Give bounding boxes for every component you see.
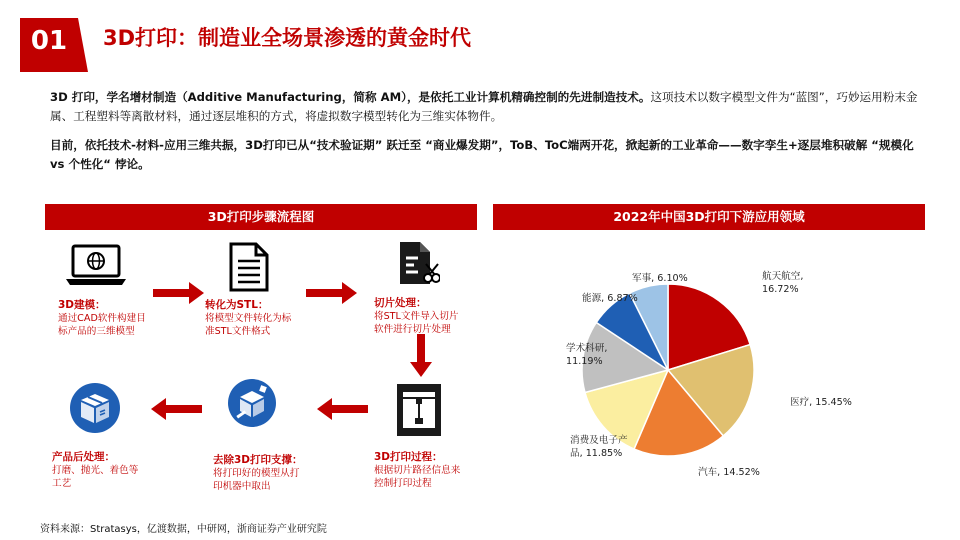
pie-label-text: 汽车, 14.52% <box>698 467 760 478</box>
step-desc: 将打印好的模型从打 <box>213 468 300 479</box>
step-desc: 将STL文件导入切片 <box>374 311 459 322</box>
document-icon <box>228 242 270 296</box>
section-number-badge <box>20 18 78 72</box>
pie-section-header: 2022年中国3D打印下游应用领域 <box>493 204 925 230</box>
pie-label-value: 品, 11.85% <box>570 448 623 459</box>
pie-label-consumer-electronics <box>570 434 628 460</box>
step-printing: 3D打印过程： 根据切片路径信息来 控制打印过程 <box>374 450 474 490</box>
step-convert-stl: 转化为STL： 将模型文件转化为标 准STL文件格式 <box>205 298 305 338</box>
step-desc: 准STL文件格式 <box>205 326 271 337</box>
step-title: 转化为STL <box>205 299 258 311</box>
pie-label-value: 11.19% <box>566 356 603 367</box>
pie-label-text: 医疗, 15.45% <box>790 397 852 408</box>
source-note: 资料来源：Stratasys，亿渡数据，中研网，浙商证券产业研究院 <box>40 524 327 535</box>
pie-label-research <box>566 342 607 368</box>
pie-label-text: 能源, 6.87% <box>582 293 638 304</box>
step-desc: 通过CAD软件构建目 <box>58 313 146 324</box>
step-title: 产品后处理 <box>52 451 105 463</box>
step-title: 3D打印过程 <box>374 451 433 463</box>
intro-p1-bold: 3D 打印，学名增材制造（Additive Manufacturing，简称 AM），是依托工业计算机精确控制的先进制造技术。 <box>50 90 651 104</box>
pie-label-energy <box>582 292 638 305</box>
intro-p1-rest: 这项技术以数字模型文件为“蓝图”，巧妙运用粉末金属、工程塑料等离散材料，通过逐层堆积的方式，将虚拟数字模型转化为三维实体物件。 <box>50 90 918 123</box>
step-remove-support: 去除3D打印支撑： 将打印好的模型从打 印机器中取出 <box>213 453 323 493</box>
pie-label-aerospace <box>762 270 803 296</box>
pie-label-medical <box>790 396 852 409</box>
arrow-down-icon <box>408 334 434 382</box>
arrow-right-1-icon <box>153 280 205 310</box>
pie-label-text: 军事, 6.10% <box>632 273 688 284</box>
step-post-processing: 产品后处理： 打磨、抛光、着色等 工艺 <box>52 450 152 490</box>
arrow-left-2-icon <box>150 396 202 426</box>
pie-label-value: 16.72% <box>762 284 799 295</box>
pie-label-text: 学术科研, <box>566 343 608 354</box>
step-title: 3D建模 <box>58 299 96 311</box>
step-slicing: 切片处理： 将STL文件导入切片 软件进行切片处理 <box>374 296 474 336</box>
printer-icon <box>395 382 443 442</box>
step-desc: 打磨、抛光、着色等 <box>52 465 139 476</box>
arrow-left-1-icon <box>316 396 368 426</box>
section-number: 01 <box>30 26 68 56</box>
pie-label-military <box>632 272 688 285</box>
step-desc: 控制打印过程 <box>374 478 432 489</box>
pie-label-automotive <box>698 466 760 479</box>
page-title: 3D打印：制造业全场景渗透的黄金时代 <box>103 26 472 50</box>
package-icon <box>69 382 121 438</box>
laptop-icon <box>64 244 128 292</box>
step-desc: 根据切片路径信息来 <box>374 465 461 476</box>
pie-label-text: 消费及电子产 <box>570 435 628 446</box>
intro-paragraph-2: 目前，依托技术-材料-应用三维共振，3D打印已从“技术验证期” 跃迁至 “商业爆发期”，ToB、ToC端两开花，掀起新的工业革命——数字孪生+逐层堆积破解 “规模化 vs 个性化“ 悖论。 <box>50 138 914 171</box>
step-desc: 工艺 <box>52 478 72 489</box>
step-desc: 标产品的三维模型 <box>58 326 135 337</box>
step-desc: 将模型文件转化为标 <box>205 313 292 324</box>
step-3d-modeling: 3D建模： 通过CAD软件构建目 标产品的三维模型 <box>58 298 158 338</box>
pie-label-text: 航天航空, <box>762 271 804 282</box>
flow-section-header: 3D打印步骤流程图 <box>45 204 477 230</box>
arrow-right-2-icon <box>306 280 358 310</box>
step-title: 去除3D打印支撑 <box>213 454 293 466</box>
cube-tools-icon <box>227 378 277 432</box>
intro-paragraph-1 <box>50 88 925 126</box>
step-desc: 印机器中取出 <box>213 481 271 492</box>
step-desc: 软件进行切片处理 <box>374 324 451 335</box>
file-cut-icon <box>398 240 440 292</box>
step-title: 切片处理 <box>374 297 416 309</box>
